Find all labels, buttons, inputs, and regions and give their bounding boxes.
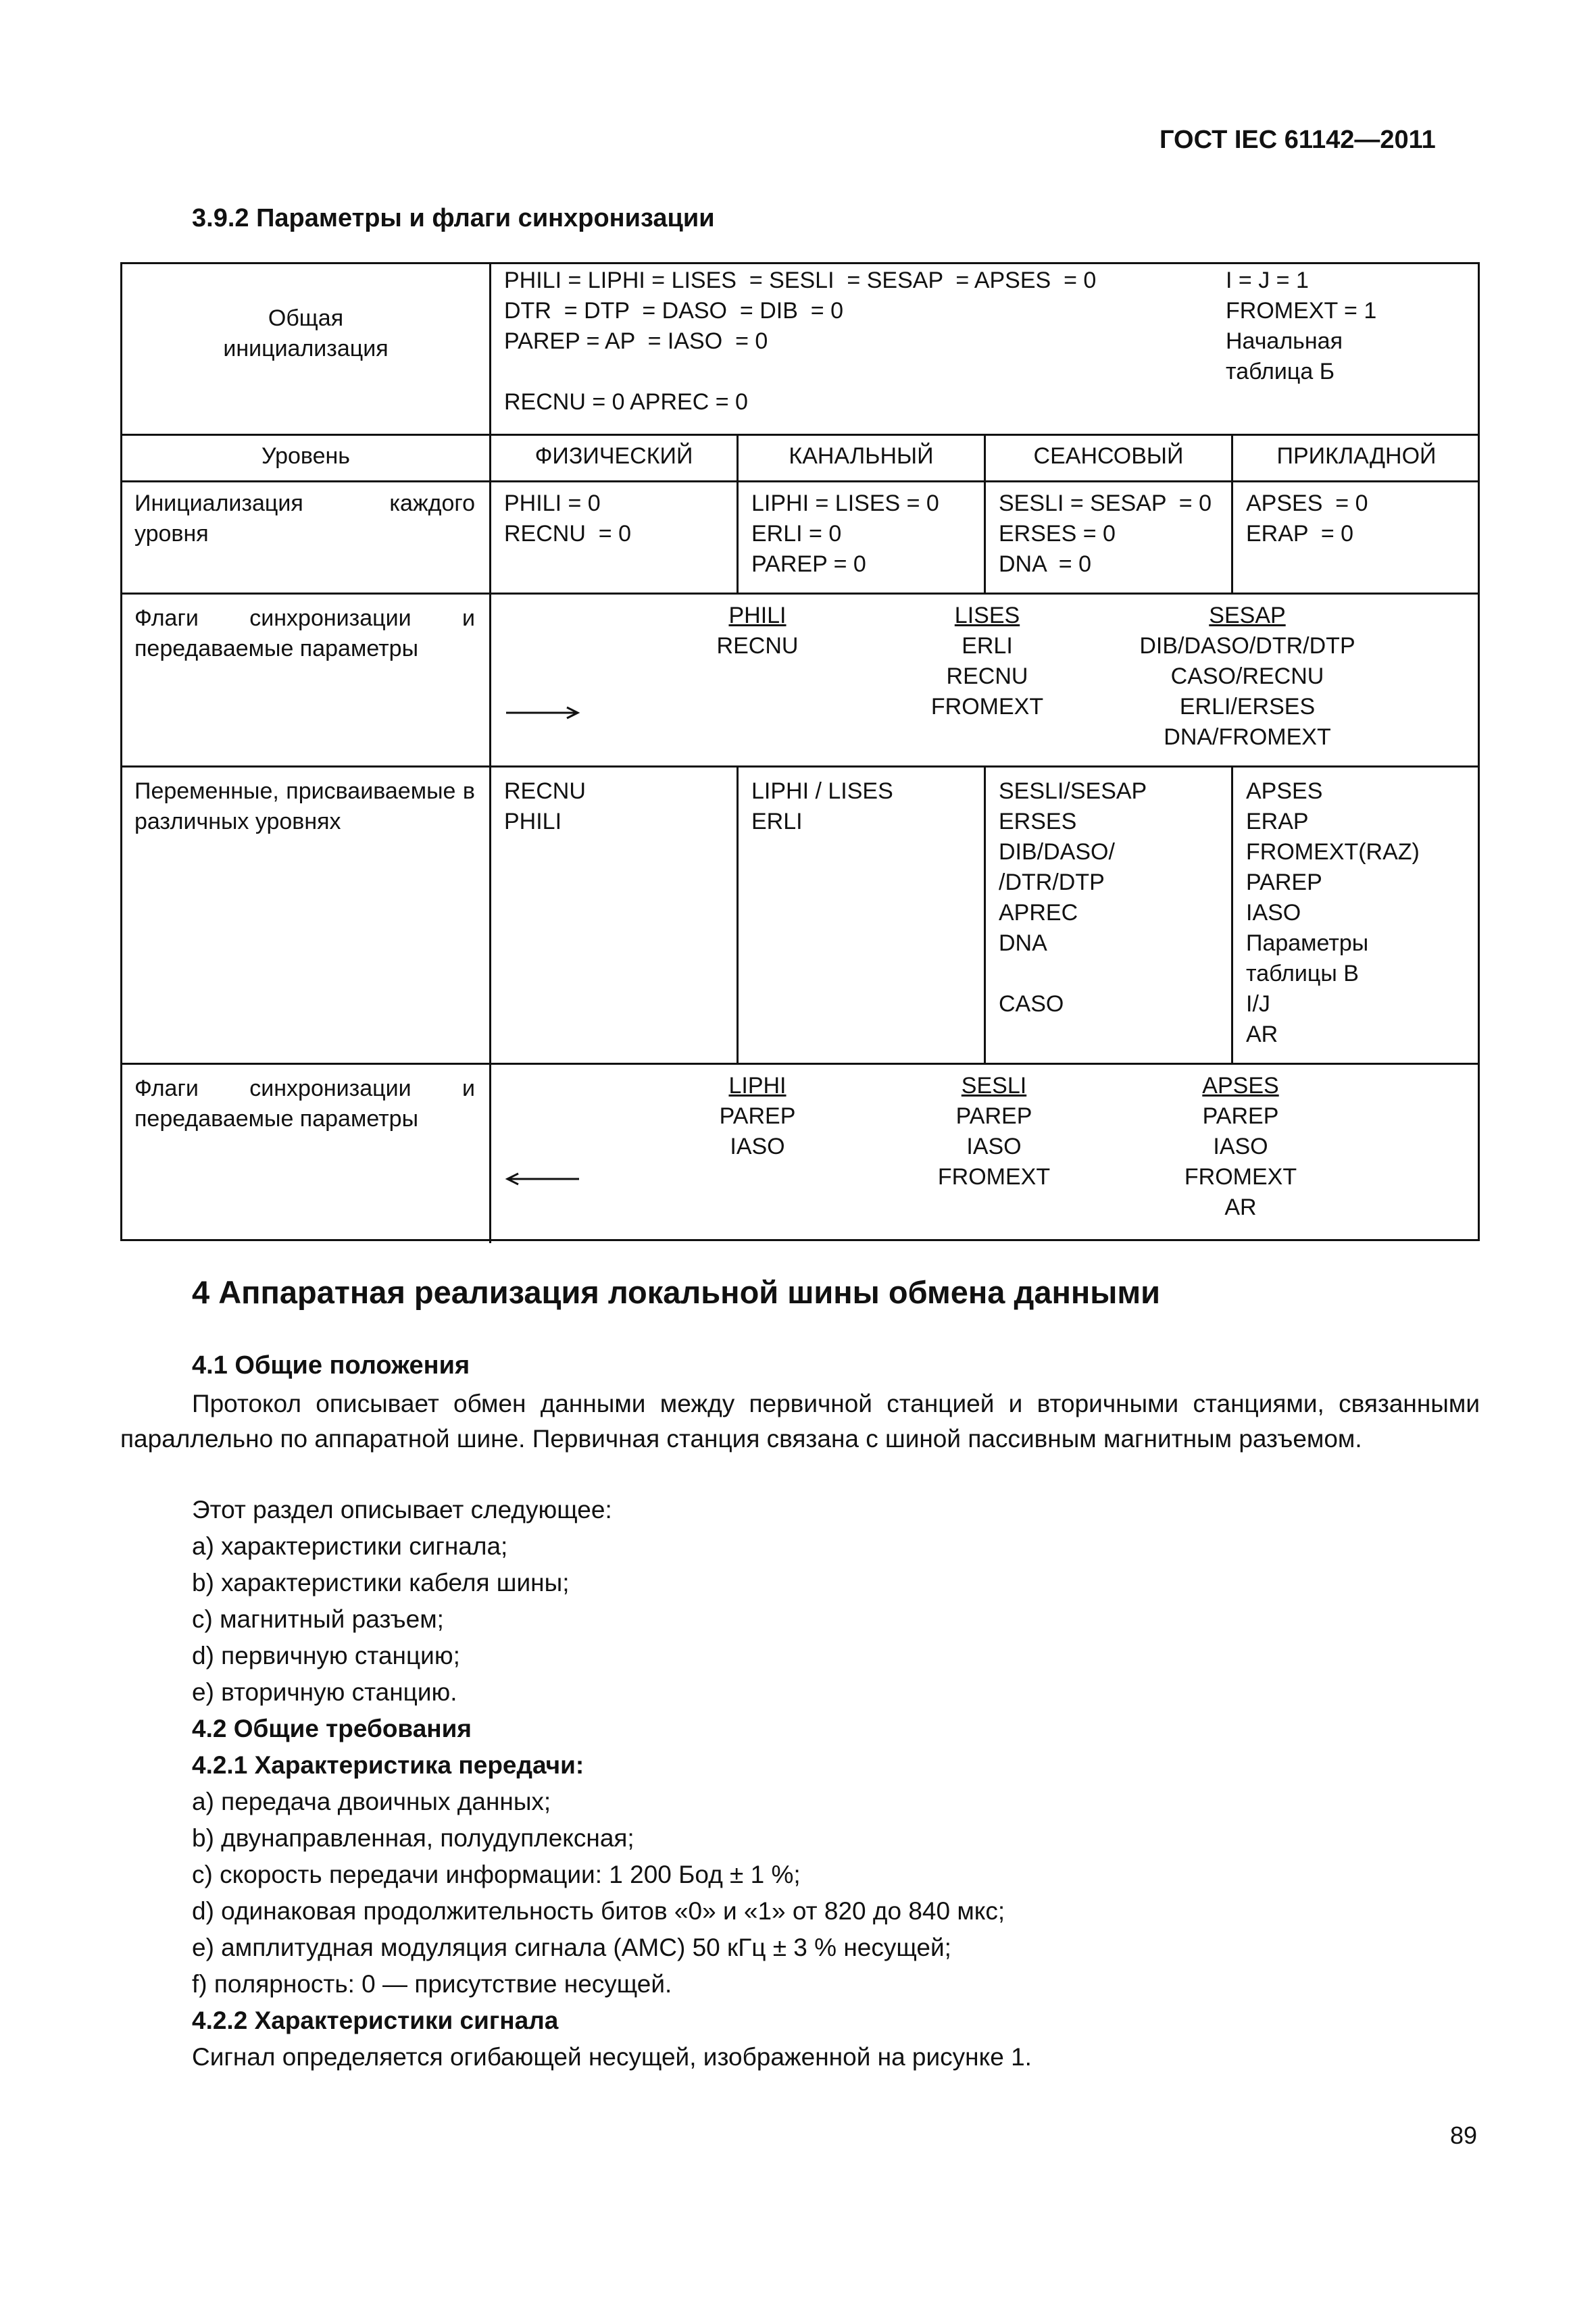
vars-session: SESLI/SESAP ERSES DIB/DASO/ /DTR/DTP APREC DNA CASO xyxy=(999,778,1147,1017)
arrow-left-icon xyxy=(505,1171,580,1187)
flag-params: DIB/DASO/DTR/DTP CASO/RECNU ERLI/ERSES DNA/FROMEXT xyxy=(1139,633,1355,750)
list-item: b) характеристики кабеля шины; xyxy=(192,1569,570,1596)
table-column-rule xyxy=(489,264,491,1243)
flag-group-phili xyxy=(676,601,839,661)
vars-physical: RECNU PHILI xyxy=(504,778,586,834)
init-params-right: I = J = 1 FROMEXT = 1 Начальная таблица Б xyxy=(1226,268,1377,384)
table-rule xyxy=(122,1063,1478,1065)
page-number: 89 xyxy=(1450,2121,1478,2149)
flags-label-2: Флаги синхронизации и передаваемые параметры xyxy=(134,1076,475,1132)
flag-head: APSES xyxy=(1202,1073,1279,1099)
list-item: d) первичную станцию; xyxy=(192,1642,460,1669)
flag-params: PAREP IASO xyxy=(719,1103,796,1159)
level-init-session: SESLI = SESAP = 0 ERSES = 0 DNA = 0 xyxy=(999,491,1212,577)
level-label: Уровень xyxy=(261,443,350,469)
flag-head: LIPHI xyxy=(728,1073,787,1099)
vars-application: APSES ERAP FROMEXT(RAZ) PAREP IASO Параметры таблицы В I/J AR xyxy=(1246,778,1420,1047)
list-item: е) вторичную станцию. xyxy=(192,1678,457,1706)
init-params: PHILI = LIPHI = LISES = SESLI = SESAP = APSES = 0 DTR = DTP = DASO = DIB = 0 PAREP = AP = IASO = 0 RECNU = 0 APREC = 0 xyxy=(504,268,1097,415)
section-4-1-title: 4.1 Общие положения xyxy=(192,1351,470,1380)
flag-params: PAREP IASO FROMEXT AR xyxy=(1184,1103,1297,1220)
table-column-rule xyxy=(984,765,986,1063)
flag-head: PHILI xyxy=(728,603,787,628)
flags-label: Флаги синхронизации и передаваемые параметры xyxy=(134,605,475,661)
level-init-physical: PHILI = 0 RECNU = 0 xyxy=(504,491,631,547)
level-application: ПРИКЛАДНОЙ xyxy=(1276,443,1437,469)
list-item: а) передача двоичных данных; xyxy=(192,1788,551,1815)
level-session: СЕАНСОВЫЙ xyxy=(1033,443,1184,469)
level-init-label: Инициализация каждого уровня xyxy=(134,491,475,547)
paragraph-line: Сигнал определяется огибающей несущей, изображенной на рисунке 1. xyxy=(192,2043,1032,2071)
flag-group-sesli xyxy=(913,1071,1075,1192)
section-4-2-1-title: 4.2.1 Характеристика передачи: xyxy=(192,1751,584,1779)
flag-group-liphi xyxy=(676,1071,839,1162)
list-item: с) магнитный разъем; xyxy=(192,1605,444,1633)
flag-params: ERLI RECNU FROMEXT xyxy=(930,633,1044,720)
table-rule xyxy=(122,434,1478,436)
table-column-rule xyxy=(1231,765,1233,1063)
section-title: 3.9.2 Параметры и флаги синхронизации xyxy=(192,204,715,232)
list-item: d) одинаковая продолжительность битов «0» и «1» от 820 до 840 мкс; xyxy=(192,1897,1005,1925)
flag-head: SESAP xyxy=(1209,603,1286,628)
flag-head: LISES xyxy=(954,603,1020,628)
section-4-1-paragraph xyxy=(120,1386,1480,1457)
section-4-2-title: 4.2 Общие требования xyxy=(192,1715,472,1742)
level-physical: ФИЗИЧЕСКИЙ xyxy=(534,443,693,469)
table-rule xyxy=(122,480,1478,482)
flag-head: SESLI xyxy=(961,1073,1027,1099)
vars-link: LIPHI / LISES ERLI xyxy=(751,778,893,834)
table-rule xyxy=(122,593,1478,595)
flag-params: RECNU xyxy=(716,633,799,659)
list-item: с) скорость передачи информации: 1 200 Бод ± 1 %; xyxy=(192,1861,801,1888)
level-init-link: LIPHI = LISES = 0 ERLI = 0 PAREP = 0 xyxy=(751,491,939,577)
document-header: ГОСТ IEC 61142—2011 xyxy=(1159,126,1436,154)
list-item: а) характеристики сигнала; xyxy=(192,1532,508,1560)
section-4-title: 4 Аппаратная реализация локальной шины обмена данными xyxy=(192,1274,1161,1310)
arrow-right-icon xyxy=(505,705,580,721)
table-rule xyxy=(122,765,1478,768)
init-label: Общая инициализация xyxy=(223,305,389,361)
list-item: f) полярность: 0 — присутствие несущей. xyxy=(192,1970,672,1998)
level-link: КАНАЛЬНЫЙ xyxy=(789,443,934,469)
list-item: b) двунаправленная, полудуплексная; xyxy=(192,1824,634,1852)
flag-group-sesap xyxy=(1089,601,1406,753)
table-column-rule xyxy=(737,765,739,1063)
section-4-2-2-title: 4.2.2 Характеристики сигнала xyxy=(192,2007,559,2034)
paragraph-line: Этот раздел описывает следующее: xyxy=(192,1496,612,1524)
list-item: е) амплитудная модуляция сигнала (АМС) 50 кГц ± 3 % несущей; xyxy=(192,1934,951,1961)
vars-label: Переменные, присваиваемые в различных уровнях xyxy=(134,778,475,834)
paragraph: Протокол описывает обмен данными между первичной станцией и вторичными станциями, связанными параллельно по аппаратной шине. Первичная станция связана с шиной пассивным магнитным разъемом. xyxy=(120,1390,1480,1453)
flag-group-lises xyxy=(906,601,1068,722)
flag-params: PAREP IASO FROMEXT xyxy=(937,1103,1051,1190)
sync-table xyxy=(120,262,1480,1241)
level-init-application: APSES = 0 ERAP = 0 xyxy=(1246,491,1368,547)
flag-group-apses xyxy=(1156,1071,1325,1223)
